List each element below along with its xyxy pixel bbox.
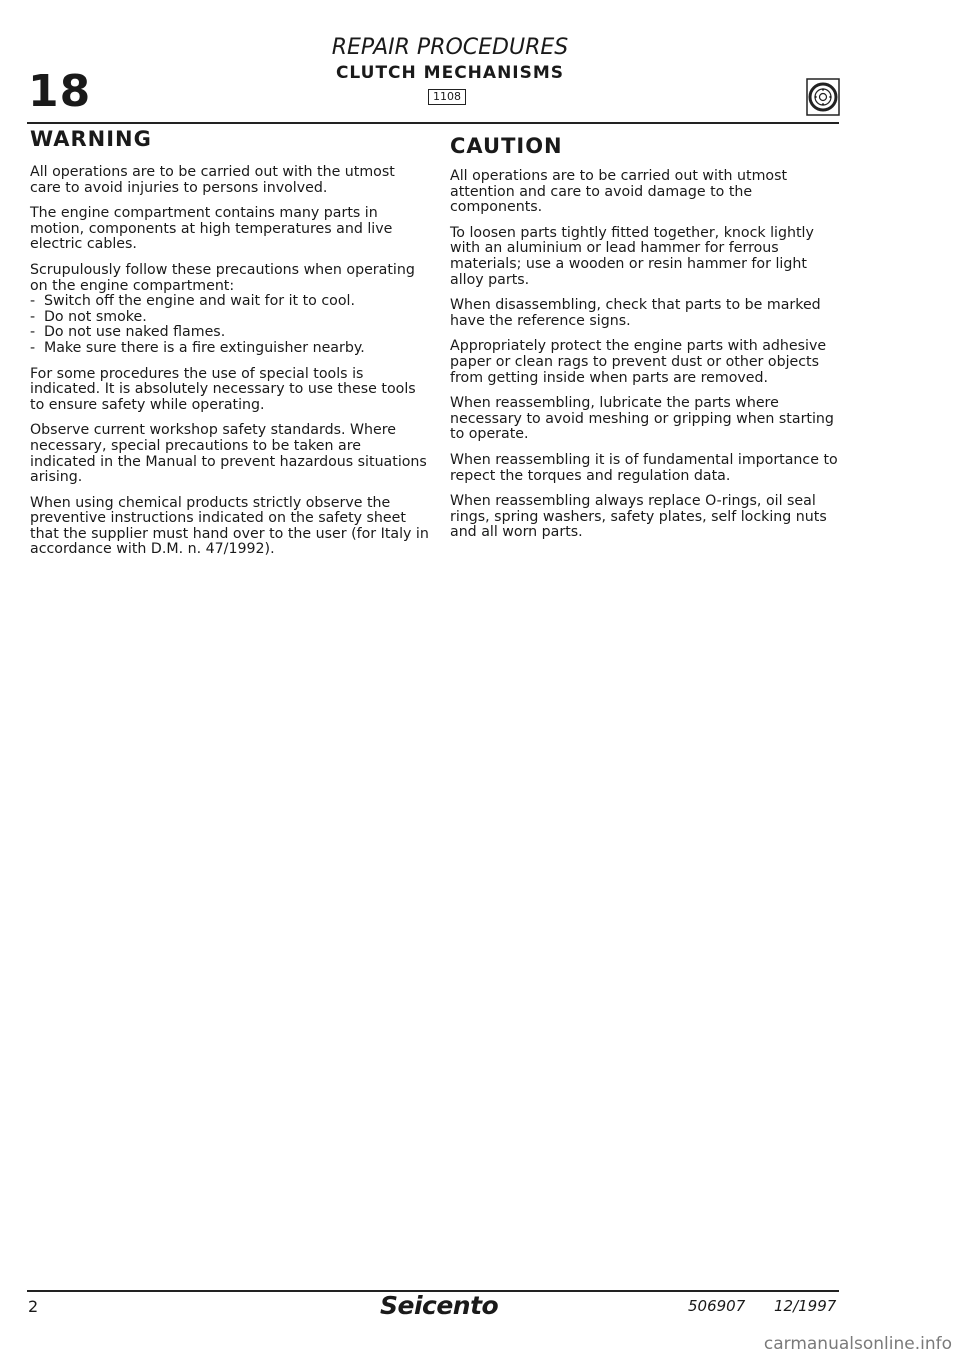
header-divider	[27, 122, 839, 124]
list-item: - Do not use naked flames.	[30, 325, 430, 341]
section-number: 18	[28, 66, 92, 117]
caution-paragraph: When reassembling always replace O-rings, oil seal rings, spring washers, safety plates, self locking nuts and all worn parts.	[450, 493, 827, 541]
page-title: REPAIR PROCEDURES	[331, 35, 569, 60]
watermark: carmanualsonline.info	[763, 1334, 952, 1354]
warning-paragraph: The engine compartment contains many parts in motion, components at high temperatures and live electric cables.	[30, 205, 393, 253]
caution-section	[450, 169, 845, 551]
warning-section	[30, 165, 430, 568]
warning-paragraph: For some procedures the use of special tools is indicated. It is absolutely necessary to use these tools to ensure safety while operating.	[30, 365, 416, 413]
warning-paragraph: Observe current workshop safety standards. Where necessary, special precautions to be taken are indicated in the Manual to prevent hazardous situations arising.	[30, 422, 427, 486]
caution-heading: CAUTION	[450, 134, 563, 158]
warning-paragraph: Scrupulously follow these precautions when operating on the engine compartment:	[30, 261, 415, 294]
brand-logo: Seicento	[380, 1291, 499, 1320]
clutch-disc-icon	[806, 78, 840, 116]
warning-heading: WARNING	[30, 127, 152, 151]
list-item: - Make sure there is a fire extinguisher nearby.	[30, 341, 430, 357]
page-number: 2	[28, 1297, 39, 1316]
caution-paragraph: All operations are to be carried out with utmost attention and care to avoid damage to the components.	[450, 168, 788, 216]
section-code-box: 1108	[428, 89, 466, 105]
document-code: 506907	[688, 1297, 746, 1315]
document-date: 12/1997	[774, 1297, 837, 1315]
list-item: - Do not smoke.	[30, 310, 430, 326]
page-subtitle: CLUTCH MECHANISMS	[335, 63, 565, 83]
caution-paragraph: When reassembling it is of fundamental importance to repect the torques and regulation data.	[450, 451, 838, 484]
caution-paragraph: When disassembling, check that parts to be marked have the reference signs.	[450, 297, 821, 329]
warning-paragraph: When using chemical products strictly observe the preventive instructions indicated on the safety sheet that the supplier must hand over to the user (for Italy in accordance with D.M. n. 47/1992).	[30, 494, 429, 558]
caution-paragraph: To loosen parts tightly fitted together, knock lightly with an aluminium or lead hammer for ferrous materials; use a wooden or resin hammer for light alloy parts.	[450, 224, 814, 288]
precautions-list	[30, 294, 430, 356]
list-item: - Switch off the engine and wait for it to cool.	[30, 294, 430, 310]
caution-paragraph: Appropriately protect the engine parts with adhesive paper or clean rags to prevent dust or other objects from getting inside when parts are removed.	[450, 338, 827, 386]
warning-paragraph: All operations are to be carried out with the utmost care to avoid injuries to persons involved.	[30, 164, 395, 196]
caution-paragraph: When reassembling, lubricate the parts where necessary to avoid meshing or gripping when starting to operate.	[450, 395, 834, 443]
